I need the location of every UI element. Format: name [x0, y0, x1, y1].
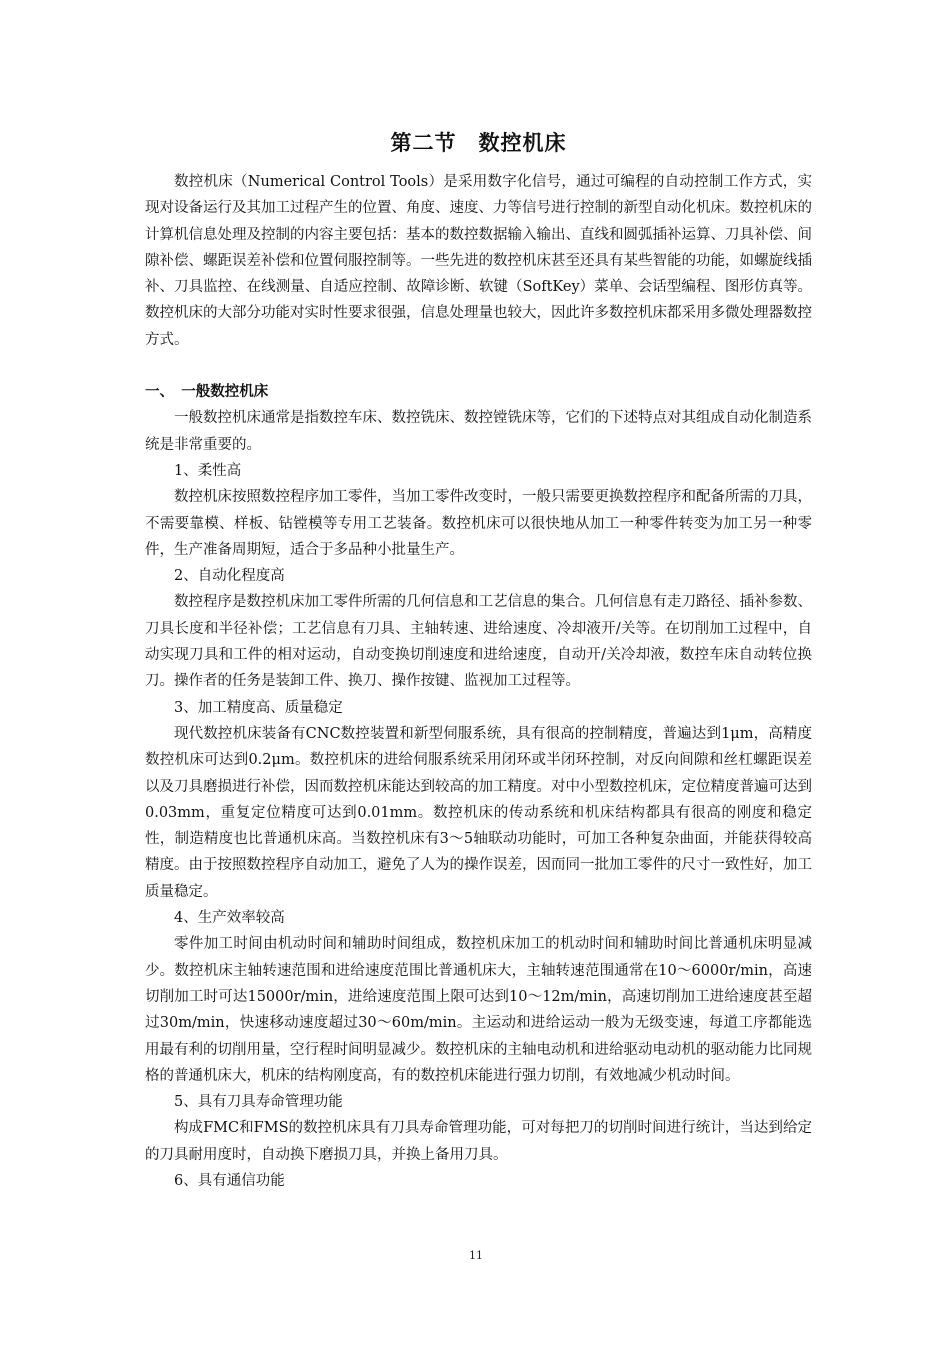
intro-paragraph: 数控机床（Numerical Control Tools）是采用数字化信号，通过可编程的自动控制工作方式，实现对设备运行及其加工过程产生的位置、角度、速度、力等信号进行控制的新型自动化机床。数控机床的计算机信息处理及控制的内容主要包括：基本的数控数据输入输出、直线和圆弧插补运算、刀具补偿、间隙补偿、螺距误差补偿和位置伺服控制等。一些先进的数控机床甚至还具有某些智能的功能，如螺旋线插补、刀具监控、在线测量、自适应控制、故障诊断、软键（SoftKey）菜单、会话型编程、图形仿真等。数控机床的大部分功能对实时性要求很强，信息处理量也较大，因此许多数控机床都采用多微处理器数控方式。 — [145, 174, 812, 348]
item-text-tool-life: 构成FMC和FMS的数控机床具有刀具寿命管理功能，可对每把刀的切削时间进行统计，当达到给定的刀具耐用度时，自动换下磨损刀具，并换上备用刀具。 — [145, 1120, 812, 1163]
subsection-intro-paragraph: 一般数控机床通常是指数控车床、数控铣床、数控镗铣床等，它们的下述特点对其组成自动化制造系统是非常重要的。 — [145, 410, 812, 453]
item-heading-flexibility: 1、柔性高 — [174, 462, 242, 479]
subsection-heading: 一、 一般数控机床 — [145, 383, 269, 401]
item-text-automation: 数控程序是数控机床加工零件所需的几何信息和工艺信息的集合。几何信息有走刀路径、插补参数、刀具长度和半径补偿；工艺信息有刀具、主轴转速、进给速度、冷却液开/关等。在切削加工过程中，自动实现刀具和工件的相对运动，自动变换切削速度和进给速度，自动开/关冷却液，数控车床自动转位换刀。操作者的任务是装卸工件、换刀、操作按键、监视加工过程等。 — [145, 594, 812, 690]
item-heading-efficiency: 4、生产效率较高 — [174, 910, 285, 927]
item-heading-communication: 6、具有通信功能 — [174, 1172, 285, 1189]
item-heading-precision: 3、加工精度高、质量稳定 — [174, 699, 343, 716]
section-title: 第二节 数控机床 — [390, 130, 567, 155]
page-number: 11 — [469, 1249, 483, 1262]
item-text-efficiency: 零件加工时间由机动时间和辅助时间组成，数控机床加工的机动时间和辅助时间比普通机床明显减少。数控机床主轴转速范围和进给速度范围比普通机床大，主轴转速范围通常在10～6000r/min，高速切削加工时可达15000r/min，进给速度范围上限可达到10～12m/min，高速切削加工进给速度甚至超过30m/min，快速移动速度超过30～60m/min。主运动和进给运动一般为无级变速，每道工序都能选用最有利的切削用量，空行程时间明显减少。数控机床的主轴电动机和进给驱动电动机的驱动能力比同规格的普通机床大，机床的结构刚度高，有的数控机床能进行强力切削，有效地减少机动时间。 — [145, 936, 812, 1084]
item-heading-tool-life: 5、具有刀具寿命管理功能 — [174, 1094, 343, 1111]
page-content — [145, 125, 812, 1194]
item-heading-automation: 2、自动化程度高 — [174, 568, 285, 585]
item-text-precision: 现代数控机床装备有CNC数控装置和新型伺服系统，具有很高的控制精度，普遍达到1μm，高精度数控机床可达到0.2μm。数控机床的进给伺服系统采用闭环或半闭环控制，对反向间隙和丝杠螺距误差以及刀具磨损进行补偿，因而数控机床能达到较高的加工精度。对中小型数控机床，定位精度普遍可达到0.03mm，重复定位精度可达到0.01mm。数控机床的传动系统和机床结构都具有很高的刚度和稳定性，制造精度也比普通机床高。当数控机床有3～5轴联动功能时，可加工各种复杂曲面，并能获得较高精度。由于按照数控程序自动加工，避免了人为的操作误差，因而同一批加工零件的尺寸一致性好，加工质量稳定。 — [145, 725, 812, 900]
item-text-flexibility: 数控机床按照数控程序加工零件，当加工零件改变时，一般只需要更换数控程序和配备所需的刀具，不需要靠模、样板、钻镗模等专用工艺装备。数控机床可以很快地从加工一种零件转变为加工另一种零件，生产准备周期短，适合于多品种小批量生产。 — [145, 489, 812, 558]
